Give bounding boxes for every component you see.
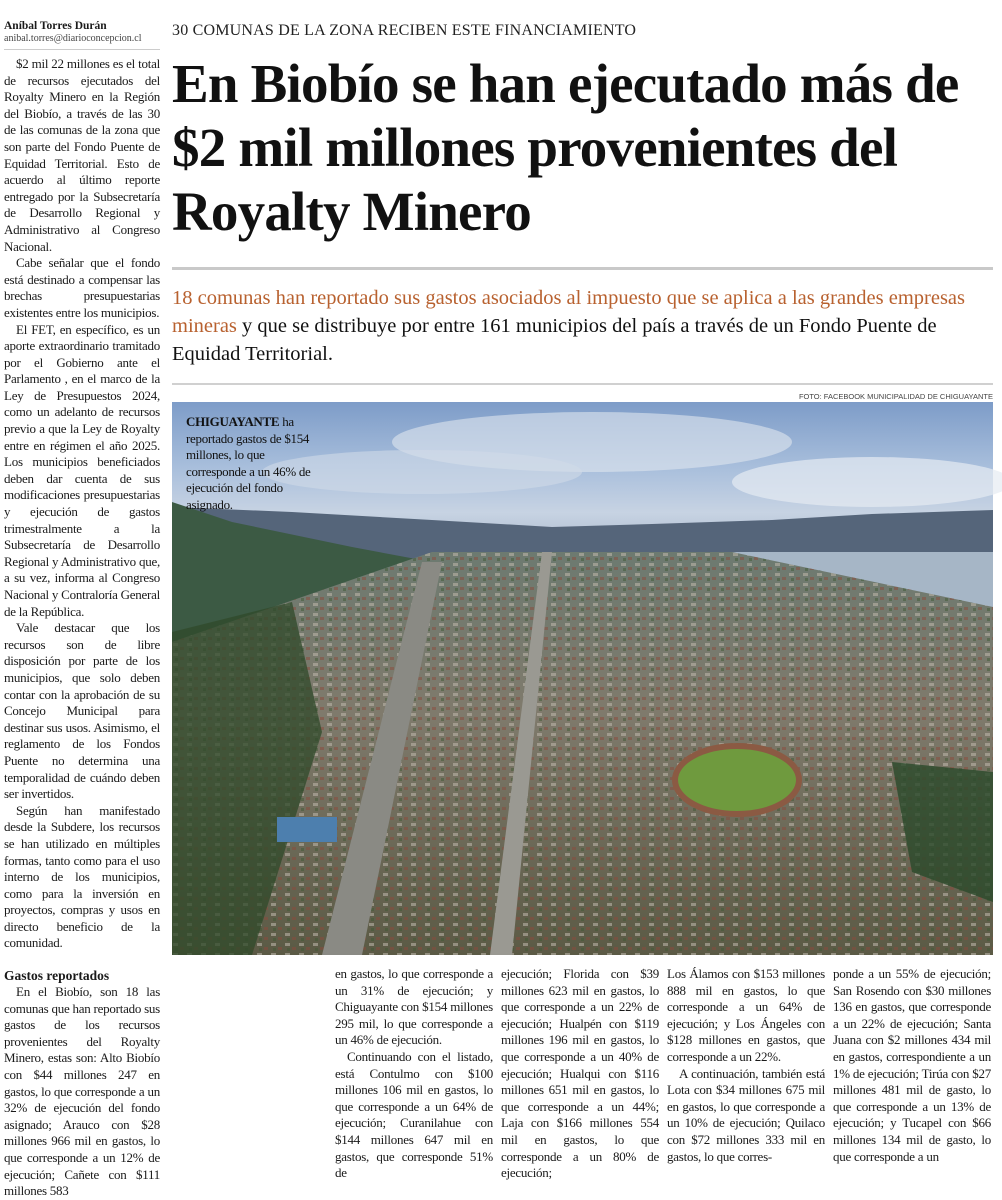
paragraph: ejecución; Florida con $39 millones 623 mil en gastos, lo que corresponde a un 22% de ejecución; Hualpén con $119 millones 196 mil en gastos, lo que corresponde a un 40% de ejecución; Hualqui con $116 millones 651 mil en gastos, lo que corresponde a un 44%; Laja con $166 millones 554 mil en gastos, lo que corresponde a un 80% de ejecución; <box>501 966 659 1181</box>
bottom-columns <box>335 966 1000 1181</box>
headline-bold: Royalty Minero <box>172 181 531 242</box>
paragraph: ponde a un 55% de ejecución; San Rosendo con $30 millones 136 en gastos, que corresponde a un 22% de ejecución; Santa Juana con $2 millones 434 mil en gastos, correspondiente a un 1% de ejecución; Tirúa con $27 millones 481 mil de gasto, lo que corresponde a un 13% de ejecución; y Tucapel con $66 millones 134 mil de gasto, lo que corresponde a un <box>833 966 991 1164</box>
article-body-left <box>4 56 160 1200</box>
paragraph: en gastos, lo que corresponde a un 31% de ejecución; y Chiguayante con $154 millones 295 mil, lo que corresponde a un 46% de ejecución. <box>335 966 493 1048</box>
paragraph: Continuando con el listado, está Contulmo con $100 millones 106 mil en gastos, lo que corresponde a un 64% de ejecución; Curanilahue con $144 millones 647 mil en gastos, que corresponde 51% de <box>335 1048 493 1181</box>
column <box>335 966 493 1181</box>
left-column <box>4 20 161 1199</box>
deck <box>172 284 997 368</box>
paragraph: Vale destacar que los recursos son de libre disposición por parte de los municipios, que solo deben contar con la aprobación de su Concejo Municipal para destinar sus usos. Asimismo, el reglamento de los Fondos Puente no determina una temporalidad de cuándo deben ser invertidos. <box>4 620 160 802</box>
paragraph: A continuación, también está Lota con $34 millones 675 mil en gastos, lo que corresponde a un 10% de ejecución; Quilaco con $72 millones 333 mil en gastos, lo que corres- <box>667 1065 825 1164</box>
column <box>501 966 659 1181</box>
author-name: Aníbal Torres Durán <box>4 20 107 32</box>
author-email[interactable]: anibal.torres@diarioconcepcion.cl <box>4 33 160 50</box>
caption-bold: CHIGUAYANTE <box>186 414 280 429</box>
headline-bold: más de $2 mil millones <box>172 53 959 178</box>
column <box>833 966 991 1169</box>
paragraph: Los Álamos con $153 millones 888 mil en gastos, lo que corresponde a un 64% de ejecución; y Los Ángeles con $128 millones en gastos, que corresponde a un 22%. <box>667 966 825 1064</box>
paragraph: El FET, en específico, es un aporte extraordinario tramitado por el Gobierno ante el Parlamento , en el marco de la Ley de Presupuestos 2024, como un adelanto de recursos previo a que la Ley de Royalty entre en régimen el año 2025. Los municipios beneficiados deben dar cuenta de sus modificaciones presupuestarias y ejecución de gastos trimestralmente a la Subsecretaría de Desarrollo Regional y Administrativo que, a su vez, informa al Congreso Nacional y Contraloría General de la República. <box>4 321 161 619</box>
caption-text: ha reportado gastos de $154 millones, lo que corresponde a un 46% de ejecución del fondo asignado. <box>186 414 311 512</box>
photo-credit: FOTO: FACEBOOK MUNICIPALIDAD DE CHIGUAYANTE <box>798 392 993 401</box>
paragraph: Cabe señalar que el fondo está destinado a compensar las brechas presupuestarias existentes entre los municipios. <box>4 255 160 320</box>
divider <box>172 267 993 270</box>
headline-part: En Biobío se han ejecutado <box>172 53 800 114</box>
deck-rest: y que se distribuye por entre 161 municipios del país a través de un Fondo Puente de Equidad Territorial. <box>172 315 937 365</box>
subhead: Gastos reportados <box>4 968 110 984</box>
column <box>667 966 825 1169</box>
divider <box>172 383 993 385</box>
deck-highlight: 18 comunas han reportado sus gastos asociados al impuesto que se aplica a las grandes empresas mineras <box>172 287 966 337</box>
photo-caption <box>186 414 326 513</box>
paragraph: $2 mil 22 millones es el total de recursos ejecutados del Royalty Minero en la Región del Biobío, a través de las 30 de las comunas de la zona que son parte del Fondo Puente de Equidad Territorial. Esto de acuerdo al último reporte entregado por la Subsecretaría de Desarrollo Regional y Administrativo al Congreso Nacional. <box>4 56 160 254</box>
kicker: 30 COMUNAS DE LA ZONA RECIBEN ESTE FINANCIAMIENTO <box>172 22 637 39</box>
headline-part: provenientes del <box>514 117 898 178</box>
paragraph: En el Biobío, son 18 las comunas que han reportado sus gastos de los recursos provenientes del Royalty Minero, estas son: Alto Biobío con $44 millones 247 en gastos, lo que corresponde a un 32% de ejecución del fondo asignado; Arauco con $28 millones 966 mil en gastos, lo que corresponde a un 12% de ejecución; Cañete con $111 millones 583 <box>4 984 160 1199</box>
aerial-photo-chiguayante <box>172 402 993 955</box>
headline <box>172 52 1002 244</box>
paragraph: Según han manifestado desde la Subdere, los recursos se han utilizado en múltiples formas, tanto como para el uso interno de los municipios, como para la inversión en proyectos, compras y usos en directo beneficio de la comunidad. <box>4 802 160 951</box>
